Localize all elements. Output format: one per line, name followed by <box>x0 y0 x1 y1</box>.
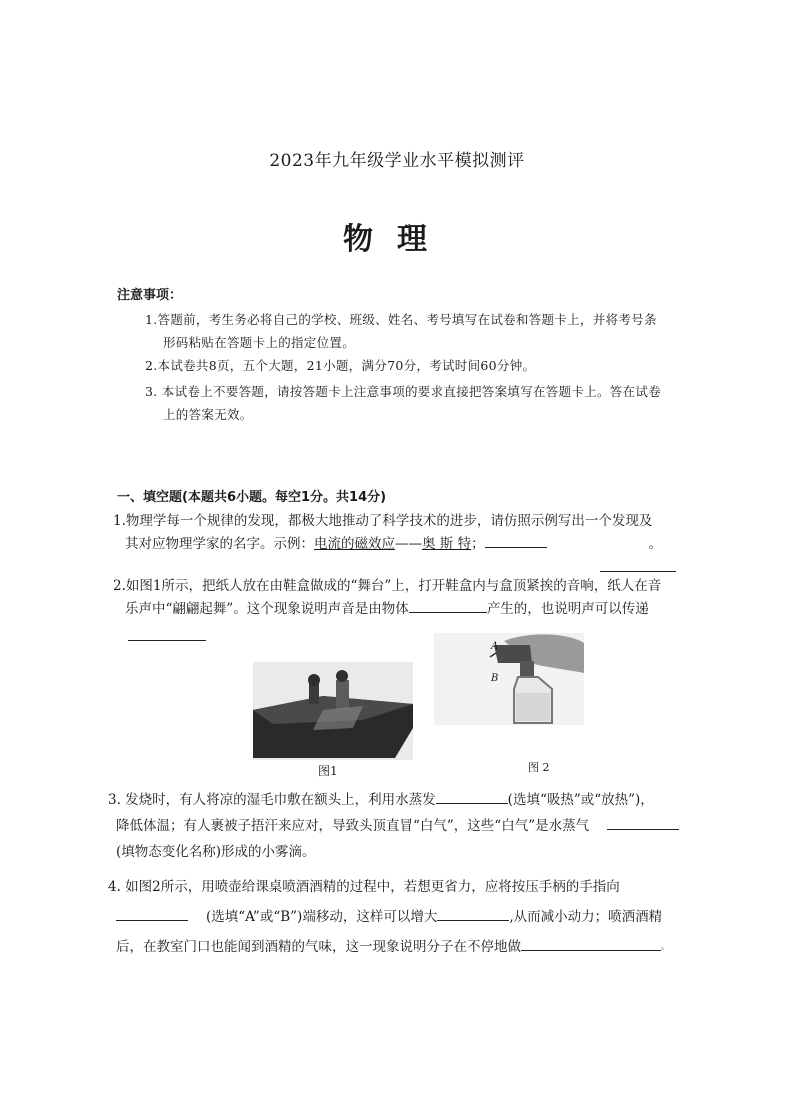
answer-blank[interactable] <box>436 789 508 804</box>
question-4-line-2 <box>108 902 669 932</box>
question-2-text-b: 产生的，也说明声可以传递 <box>486 601 649 617</box>
figure-1-caption: 图1 <box>318 764 338 778</box>
figure-1-image <box>253 662 413 760</box>
answer-blank[interactable] <box>409 598 487 613</box>
figure-1-shoebox-stage <box>253 662 413 760</box>
question-2-text-a: 乐声中“翩翩起舞”。这个现象说明声音是由物体 <box>125 601 409 617</box>
question-3-text-a: 3. 发烧时，有人将凉的湿毛巾敷在额头上，利用水蒸发 <box>108 792 436 808</box>
question-2-line-2 <box>113 598 661 621</box>
question-4-text-b: ,从而减小动力；喷洒酒精 <box>509 909 663 925</box>
notice-item-3 <box>145 380 715 426</box>
notice-heading: 注意事项： <box>117 288 183 303</box>
question-3-text-b: (选填“吸热”或“放热”)， <box>507 792 654 808</box>
section-heading: 一、填空题(本题共6小题。每空1分。共14分) <box>117 490 387 505</box>
answer-blank[interactable] <box>607 815 679 830</box>
question-3-line-2 <box>108 813 679 839</box>
answer-blank[interactable] <box>437 906 509 921</box>
subject-title: 物理 <box>343 222 451 257</box>
answer-blank[interactable] <box>600 571 676 572</box>
figure-2-spray-bottle <box>434 633 584 725</box>
question-4 <box>108 872 669 962</box>
question-3-line-3: (填物态变化名称)形成的小雾滴。 <box>116 844 316 860</box>
figure-2-caption: 图 2 <box>528 761 550 774</box>
notice-item-2: 2.本试卷共8页，五个大题，21小题，满分70分，考试时间60分钟。 <box>145 358 536 373</box>
question-1-line-2 <box>113 533 662 556</box>
figure-2-image <box>434 633 584 725</box>
question-4-line-3 <box>108 932 669 962</box>
answer-blank[interactable] <box>128 640 206 641</box>
answer-blank[interactable] <box>485 533 547 548</box>
question-1 <box>113 510 662 556</box>
question-4-text-c: 后，在教室门口也能闻到酒精的气味，这一现象说明分子在不停地做 <box>116 939 521 955</box>
figure-2-label-b: B <box>491 673 499 684</box>
question-1-prefix: 其对应物理学家的名字。示例： <box>125 536 314 552</box>
question-4-line-1: 4. 如图2所示，用喷壶给课桌喷酒酒精的过程中，若想更省力，应将按压手柄的手指向 <box>108 879 620 895</box>
question-1-example-effect: 电流的磁效应 <box>314 536 395 552</box>
question-4-end: 。 <box>661 942 669 951</box>
question-1-example-name: 奥 斯 特 <box>422 536 472 552</box>
question-1-example-sep: —— <box>395 536 422 552</box>
notice-item-1 <box>145 308 715 354</box>
question-3 <box>108 787 679 865</box>
question-2 <box>113 575 661 621</box>
question-3-text-c: 降低体温；有人裹被子捂汗来应对，导致头顶直冒“白气”，这些“白气”是水蒸气 <box>116 818 590 834</box>
answer-blank[interactable] <box>116 906 188 921</box>
answer-blank[interactable] <box>521 936 661 951</box>
question-4-text-a: (选填“A”或“B”)端移动，这样可以增大 <box>206 909 438 925</box>
notice-item-3-line-1: 3. 本试卷上不要答题，请按答题卡上注意事项的要求直接把答案填写在答题卡上。答在试卷 <box>145 384 662 399</box>
figure-2-label-a: A <box>491 641 499 652</box>
question-1-end: 。 <box>648 536 663 552</box>
notice-item-1-line-1: 1.答题前，考生务必将自己的学校、班级、姓名、考号填写在试卷和答题卡上，并将考号条 <box>145 312 657 327</box>
question-3-line-1 <box>108 787 679 813</box>
notice-item-1-line-2: 形码粘贴在答题卡上的指定位置。 <box>163 335 356 350</box>
question-2-line-1: 2.如图1所示，把纸人放在由鞋盒做成的“舞台”上，打开鞋盒内与盒顶紧挨的音响，纸人在音 <box>113 578 662 594</box>
question-1-line-1: 1.物理学每一个规律的发现，都极大地推动了科学技术的进步，请仿照示例写出一个发现及 <box>113 513 653 529</box>
exam-title: 2023年九年级学业水平模拟测评 <box>269 151 525 171</box>
notice-item-3-line-2: 上的答案无效。 <box>163 407 253 422</box>
question-1-sep: ； <box>471 536 485 552</box>
